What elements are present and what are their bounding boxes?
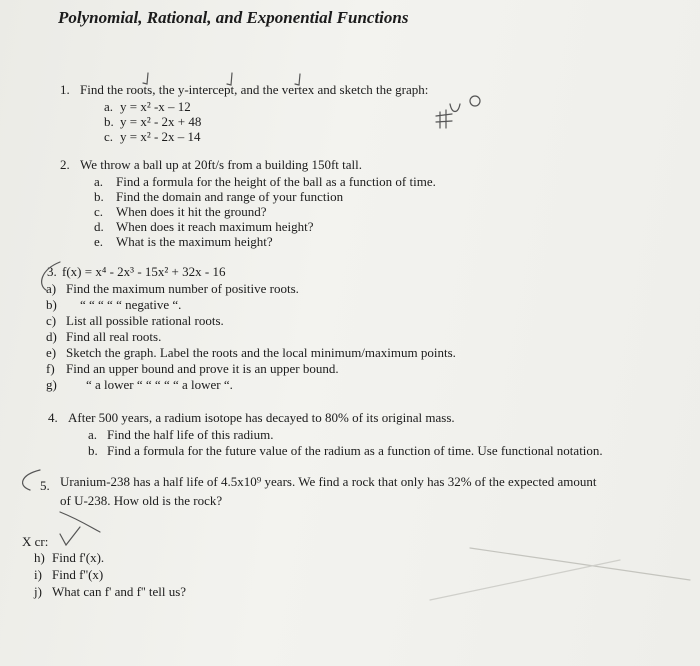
item-text: y = x² - 2x – 14 xyxy=(120,129,201,144)
question-number: 1. xyxy=(60,82,70,97)
check-mark-icon xyxy=(143,73,148,84)
item-text: Find the maximum number of positive roots. xyxy=(66,281,299,296)
hash-sketch-icon xyxy=(436,110,452,128)
item-text: “ “ “ “ “ negative “. xyxy=(80,297,182,312)
check-mark-icon xyxy=(60,527,80,545)
item-label: b. xyxy=(88,443,98,458)
page-title: Polynomial, Rational, and Exponential Functions xyxy=(58,8,409,27)
item-label: g) xyxy=(46,377,57,392)
item-label: b. xyxy=(94,189,104,204)
item-label: i) xyxy=(34,567,42,582)
item-text: Find all real roots. xyxy=(66,329,162,344)
item-text: Find the half life of this radium. xyxy=(107,427,274,442)
question-number: 5. xyxy=(40,478,50,493)
bracket-mark-icon xyxy=(42,262,60,290)
item-label: j) xyxy=(34,584,42,599)
item-text: Find a formula for the future value of the radium as a function of time. Use functional notation. xyxy=(107,443,603,458)
item-text: y = x² -x – 12 xyxy=(120,99,191,114)
item-label: c) xyxy=(46,313,57,328)
item-text: Sketch the graph. Label the roots and the local minimum/maximum points. xyxy=(66,345,456,360)
check-mark-icon xyxy=(295,74,300,85)
item-label: d. xyxy=(94,219,104,234)
circled-mark-icon xyxy=(470,96,480,106)
item-text: Find f'(x). xyxy=(52,550,105,565)
erased-line-icon xyxy=(430,560,620,600)
bracket-mark-icon xyxy=(23,470,40,490)
item-text: “ a lower “ “ “ “ “ a lower “. xyxy=(86,377,233,392)
item-label: b) xyxy=(46,297,57,312)
item-label: c. xyxy=(104,129,114,144)
item-text: What is the maximum height? xyxy=(116,234,273,249)
item-label: c. xyxy=(94,204,104,219)
question-number: 2. xyxy=(60,157,70,172)
item-label: a. xyxy=(104,99,114,114)
item-label: f) xyxy=(46,361,55,376)
question-number: 4. xyxy=(48,410,58,425)
item-label: h) xyxy=(34,550,45,565)
item-text: List all possible rational roots. xyxy=(66,313,224,328)
pencil-line-icon xyxy=(60,512,100,532)
item-label: a. xyxy=(88,427,98,442)
erased-line-icon xyxy=(470,548,690,580)
item-label: a) xyxy=(46,281,57,296)
item-text: Find an upper bound and prove it is an upper bound. xyxy=(66,361,339,376)
parabola-sketch-icon xyxy=(450,104,460,112)
question-text-line-1: Uranium-238 has a half life of 4.5x10⁹ years. We find a rock that only has 32% of the expected amount xyxy=(60,474,597,489)
item-text: Find a formula for the height of the ball as a function of time. xyxy=(116,174,436,189)
item-label: e) xyxy=(46,345,57,360)
item-text: y = x² - 2x + 48 xyxy=(120,114,202,129)
question-text: Find the roots, the y-intercept, and the vertex and sketch the graph: xyxy=(80,82,429,97)
question-text: After 500 years, a radium isotope has decayed to 80% of its original mass. xyxy=(68,410,455,425)
question-text: f(x) = x⁴ - 2x³ - 15x² + 32x - 16 xyxy=(62,264,226,279)
item-label: e. xyxy=(94,234,104,249)
check-mark-icon xyxy=(227,73,232,85)
item-label: a. xyxy=(94,174,104,189)
item-text: What can f' and f'' tell us? xyxy=(52,584,187,599)
question-text-line-2: of U-238. How old is the rock? xyxy=(60,493,223,508)
item-text: Find f''(x) xyxy=(52,567,104,582)
item-label: d) xyxy=(46,329,57,344)
item-text: Find the domain and range of your function xyxy=(116,189,344,204)
item-text: When does it reach maximum height? xyxy=(116,219,314,234)
extra-credit-label: X cr: xyxy=(22,534,49,549)
question-text: We throw a ball up at 20ft/s from a building 150ft tall. xyxy=(80,157,363,172)
item-label: b. xyxy=(104,114,114,129)
item-text: When does it hit the ground? xyxy=(116,204,267,219)
question-number: 3. xyxy=(47,264,57,279)
